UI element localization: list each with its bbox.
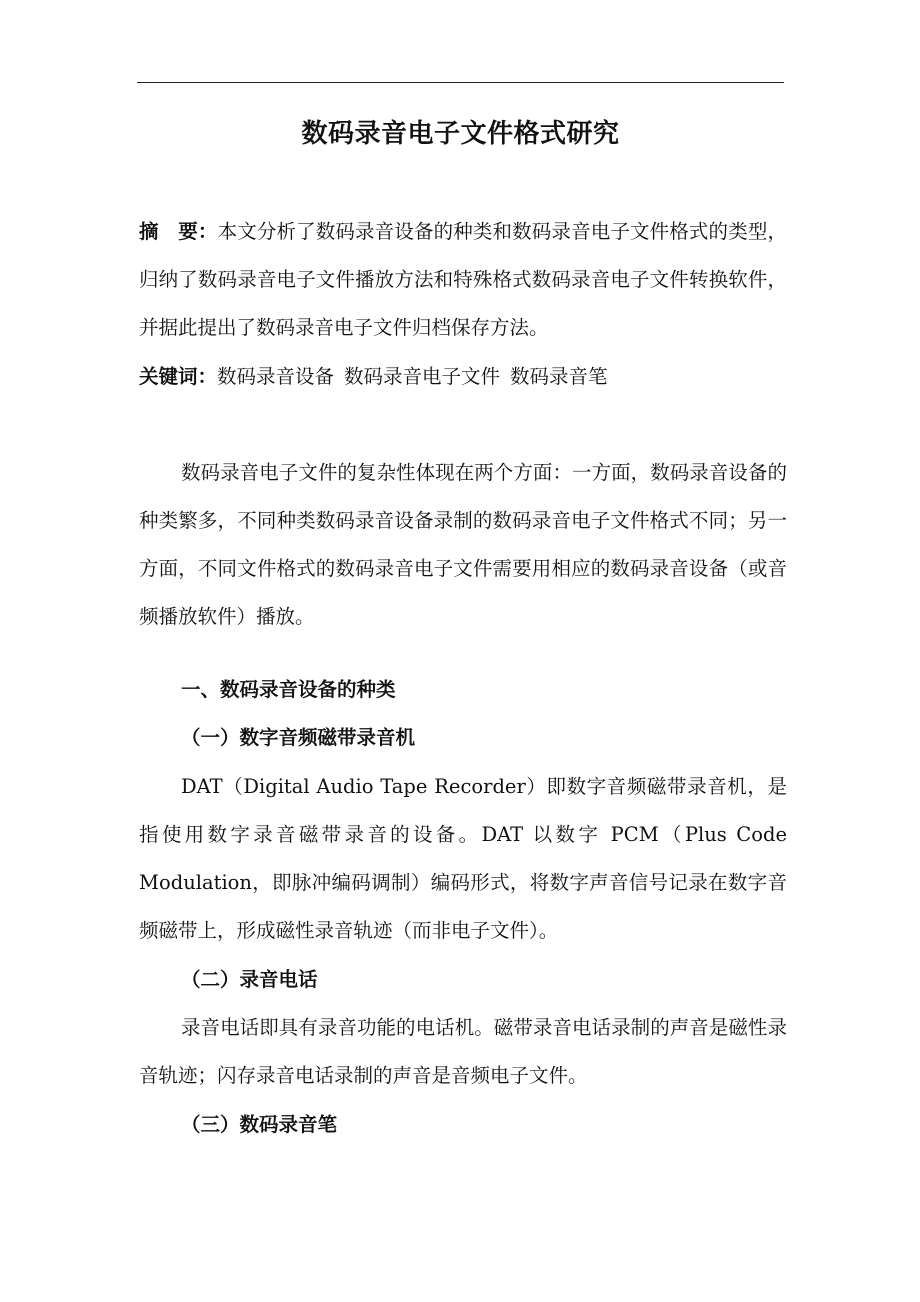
abstract-text: 本文分析了数码录音设备的种类和数码录音电子文件格式的类型，归纳了数码录音电子文件播放方法和特殊格式数码录音电子文件转换软件，并据此提出了数码录音电子文件归档保存方法。 (139, 220, 787, 339)
document-title: 数码录音电子文件格式研究 (301, 119, 620, 149)
keyword-item: 数码录音笔 (510, 365, 608, 388)
keyword-item: 数码录音设备 (217, 365, 335, 388)
subsection-heading-dat: （一）数字音频磁带录音机 (181, 726, 416, 749)
header-rule (137, 82, 784, 83)
subsection-heading-recorder-pen: （三）数码录音笔 (181, 1113, 338, 1136)
phone-paragraph: 录音电话即具有录音功能的电话机。磁带录音电话录制的声音是磁性录音轨迹；闪存录音电话录制的声音是音频电子文件。 (139, 1016, 787, 1087)
keywords-label: 关键词： (139, 365, 218, 388)
subsection-heading-phone: （二）录音电话 (181, 968, 318, 991)
intro-paragraph: 数码录音电子文件的复杂性体现在两个方面：一方面，数码录音设备的种类繁多，不同种类数码录音设备录制的数码录音电子文件格式不同；另一方面，不同文件格式的数码录音电子文件需要用相应的数码录音设备（或音频播放软件）播放。 (139, 461, 787, 628)
dat-paragraph: DAT（Digital Audio Tape Recorder）即数字音频磁带录音机，是指使用数字录音磁带录音的设备。DAT 以数字 PCM（Plus Code Modulation，即脉冲编码调制）编码形式，将数字声音信号记录在数字音频磁带上，形成磁性录音轨迹（而非电子文件）。 (139, 775, 787, 942)
abstract-label: 摘 要： (139, 220, 218, 243)
abstract-paragraph (139, 208, 787, 352)
keywords-line (139, 353, 787, 401)
keyword-item: 数码录音电子文件 (344, 365, 501, 388)
section-heading-1: 一、数码录音设备的种类 (181, 678, 396, 701)
